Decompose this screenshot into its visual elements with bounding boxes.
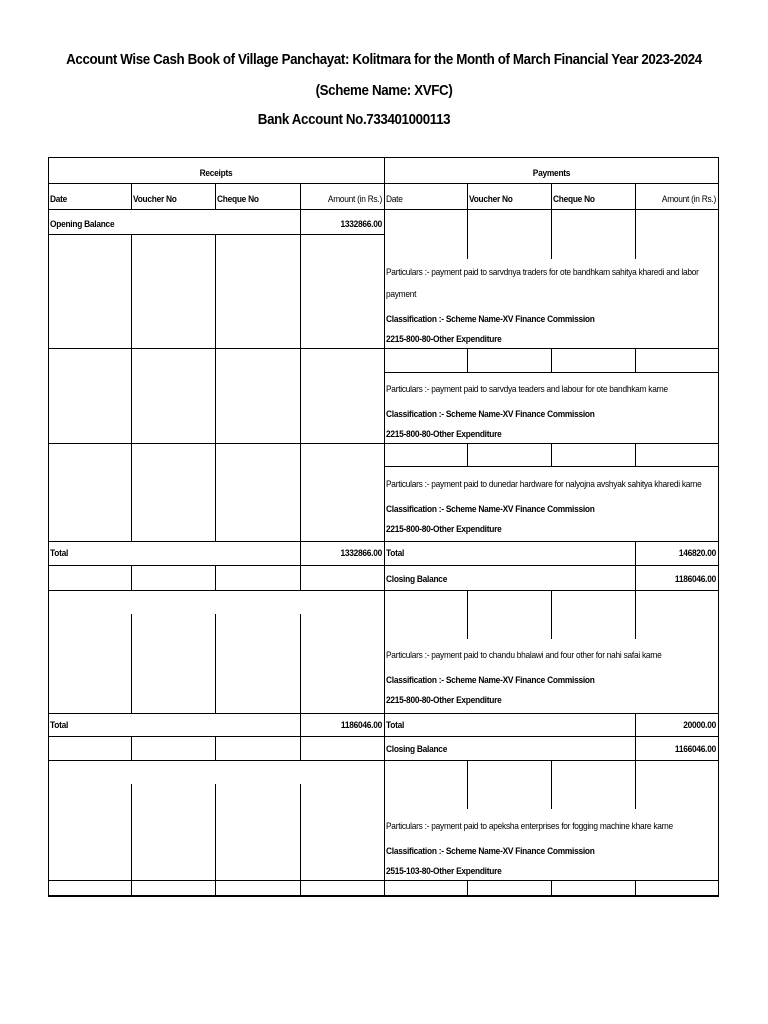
payments-total-amount: 146820.00: [678, 548, 716, 559]
payments-voucher-header: Voucher No: [469, 194, 513, 205]
payments-total-label: Total: [386, 720, 405, 731]
bank-account: Bank Account No.733401000113: [257, 112, 451, 128]
scheme-name: (Scheme Name: XVFC): [315, 83, 453, 99]
closing-balance-label: Closing Balance: [386, 744, 448, 755]
entry-classification: Classification :- Scheme Name-XV Finance Commission: [386, 409, 595, 420]
receipts-total-amount: 1332866.00: [340, 548, 382, 559]
entry-particulars: Particulars :- payment paid to sarvdnya traders for ote bandhkam sahitya kharedi and labor: [386, 267, 699, 278]
receipts-header: Receipts: [199, 168, 233, 179]
entry-head: 2215-800-80-Other Expenditure: [386, 429, 502, 440]
closing-balance-amount: 1186046.00: [674, 574, 716, 585]
opening-balance-amount: 1332866.00: [340, 219, 382, 230]
closing-balance-label: Closing Balance: [386, 574, 448, 585]
receipts-date-header: Date: [50, 194, 68, 205]
payments-header: Payments: [532, 168, 571, 179]
receipts-total-label: Total: [50, 548, 69, 559]
receipts-total-label: Total: [50, 720, 69, 731]
entry-classification: Classification :- Scheme Name-XV Finance Commission: [386, 314, 595, 325]
entry-particulars-continued: payment: [386, 289, 417, 300]
receipts-total-amount: 1186046.00: [340, 720, 382, 731]
payments-date-header: Date: [386, 194, 403, 205]
entry-head: 2515-103-80-Other Expenditure: [386, 866, 502, 877]
closing-balance-amount: 1166046.00: [674, 744, 716, 755]
entry-classification: Classification :- Scheme Name-XV Finance Commission: [386, 675, 595, 686]
receipts-amount-header: Amount (in Rs.): [327, 194, 382, 205]
receipts-cheque-header: Cheque No: [217, 194, 259, 205]
entry-classification: Classification :- Scheme Name-XV Finance Commission: [386, 846, 595, 857]
opening-balance-label: Opening Balance: [50, 219, 115, 230]
entry-head: 2215-800-80-Other Expenditure: [386, 334, 502, 345]
entry-particulars: Particulars :- payment paid to chandu bhalawi and four other for nahi safai karne: [386, 650, 662, 661]
entry-particulars: Particulars :- payment paid to apeksha enterprises for fogging machine khare karne: [386, 821, 673, 832]
entry-classification: Classification :- Scheme Name-XV Finance Commission: [386, 504, 595, 515]
entry-head: 2215-800-80-Other Expenditure: [386, 695, 502, 706]
payments-amount-header: Amount (in Rs.): [661, 194, 716, 205]
payments-total-amount: 20000.00: [683, 720, 716, 731]
entry-particulars: Particulars :- payment paid to dunedar hardware for nalyojna avshyak sahitya kharedi karne: [386, 479, 702, 490]
payments-cheque-header: Cheque No: [553, 194, 595, 205]
entry-particulars: Particulars :- payment paid to sarvdya teaders and labour for ote bandhkam karne: [386, 384, 668, 395]
payments-total-label: Total: [386, 548, 405, 559]
receipts-voucher-header: Voucher No: [133, 194, 177, 205]
entry-head: 2215-800-80-Other Expenditure: [386, 524, 502, 535]
document-title: Account Wise Cash Book of Village Panchayat: Kolitmara for the Month of March Financial Year 2023-2024: [66, 52, 702, 68]
